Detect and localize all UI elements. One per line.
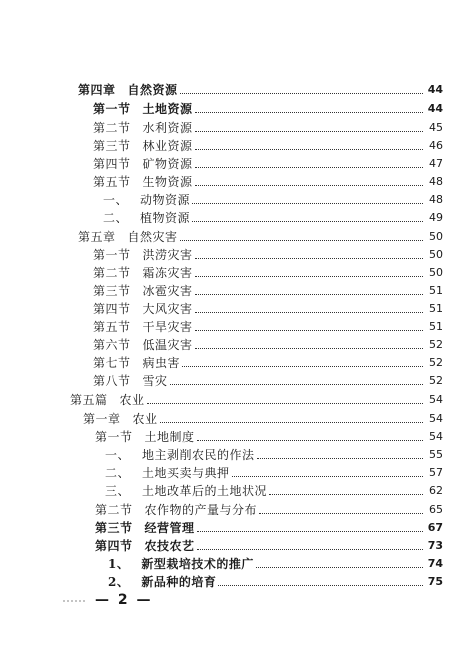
toc-entry-number: 第一节 xyxy=(93,102,131,116)
dot-leader xyxy=(195,185,423,186)
toc-entry-number: 第五节 xyxy=(93,175,131,189)
toc-entry-number: 第六节 xyxy=(93,338,131,352)
toc-entry-title xyxy=(93,319,193,335)
toc-entry-page: 45 xyxy=(429,121,443,134)
toc-entry-label: 低温灾害 xyxy=(142,338,193,352)
toc-entry-number: 2、 xyxy=(108,575,130,589)
toc-entry-title xyxy=(95,520,195,536)
toc-entry-label: 农业 xyxy=(132,412,158,426)
toc-entry xyxy=(105,463,443,481)
dot-leader xyxy=(180,240,423,241)
dot-leader xyxy=(256,567,423,568)
toc-entry xyxy=(93,118,443,136)
toc-entry xyxy=(93,263,443,281)
toc-entry-title xyxy=(93,355,180,371)
toc-entry-page: 67 xyxy=(427,521,443,534)
dot-leader xyxy=(195,131,423,132)
toc-entry-number: 二、 xyxy=(105,466,131,480)
toc-entry-label: 自然资源 xyxy=(127,83,178,97)
toc-entry xyxy=(93,154,443,172)
toc-entry xyxy=(93,299,443,317)
dot-leader xyxy=(195,348,423,349)
toc-entry-number: 一、 xyxy=(103,193,129,207)
toc-entry xyxy=(93,353,443,371)
toc-entry-number: 第三节 xyxy=(93,139,131,153)
toc-entry-title xyxy=(93,337,193,353)
toc-entry-page: 48 xyxy=(429,175,443,188)
toc-entry-number: 第一节 xyxy=(93,248,131,262)
toc-entry xyxy=(95,536,443,554)
toc-entry-page: 51 xyxy=(429,284,443,297)
toc-entry-label: 病虫害 xyxy=(142,356,181,370)
toc-entry xyxy=(93,136,443,154)
toc-entry-title xyxy=(93,301,193,317)
toc-entry xyxy=(93,99,443,117)
dot-leader xyxy=(195,167,423,168)
toc-entry-number: 第一节 xyxy=(95,430,133,444)
toc-entry xyxy=(78,227,443,245)
toc-entry-title xyxy=(108,556,254,572)
toc-entry-page: 55 xyxy=(429,448,443,461)
toc-entry-page: 50 xyxy=(429,230,443,243)
toc-entry-page: 48 xyxy=(429,193,443,206)
toc-entry-label: 动物资源 xyxy=(140,193,191,207)
toc-entry-number: 第七节 xyxy=(93,356,131,370)
dot-leader xyxy=(147,403,423,404)
toc-entry-title xyxy=(105,483,267,499)
dot-leader xyxy=(180,93,423,94)
toc-entry-title xyxy=(93,283,193,299)
toc-entry-label: 新型栽培技术的推广 xyxy=(141,557,254,571)
toc-entry-page: 62 xyxy=(429,484,443,497)
toc-entry-title xyxy=(78,82,178,98)
toc-entry xyxy=(93,335,443,353)
toc-entry xyxy=(95,518,443,536)
toc-entry-label: 生物资源 xyxy=(142,175,193,189)
toc-entry-number: 第四节 xyxy=(95,539,133,553)
toc-entry-page: 54 xyxy=(429,393,443,406)
toc-entry-page: 50 xyxy=(429,248,443,261)
toc-entry-number: 第四章 xyxy=(78,83,116,97)
toc-entry-page: 51 xyxy=(429,302,443,315)
dot-leader xyxy=(259,513,423,514)
dot-leader xyxy=(269,494,423,495)
toc-entry-page: 44 xyxy=(427,83,443,96)
toc-entry-title xyxy=(103,210,190,226)
toc-entry-label: 矿物资源 xyxy=(142,157,193,171)
toc-entry xyxy=(93,172,443,190)
toc-entry-label: 霜冻灾害 xyxy=(142,266,193,280)
dot-leader xyxy=(257,458,423,459)
toc-entry-page: 74 xyxy=(427,557,443,570)
toc-entry-page: 51 xyxy=(429,320,443,333)
toc-entry xyxy=(78,80,443,98)
toc-entry-number: 1、 xyxy=(108,557,130,571)
toc-entry-title xyxy=(70,392,145,408)
toc-entry-title xyxy=(105,447,255,463)
dot-leader xyxy=(218,585,423,586)
toc-entry-page: 47 xyxy=(429,157,443,170)
dot-leader xyxy=(195,112,423,113)
toc-entry-number: 第三节 xyxy=(95,521,133,535)
dot-leader xyxy=(195,294,423,295)
toc-entry-label: 土地制度 xyxy=(144,430,195,444)
toc-entry-number: 第二节 xyxy=(93,266,131,280)
dot-leader xyxy=(192,221,423,222)
toc-entry-label: 雪灾 xyxy=(142,374,168,388)
toc-entry-title xyxy=(93,247,193,263)
dot-leader xyxy=(182,366,423,367)
toc-entry-number: 第四节 xyxy=(93,302,131,316)
toc-entry-label: 土地改革后的土地状况 xyxy=(142,484,268,498)
dot-leader xyxy=(170,384,423,385)
dot-leader xyxy=(197,531,423,532)
toc-entry-number: 第五篇 xyxy=(70,393,108,407)
toc-entry xyxy=(93,371,443,389)
toc-entry-page: 52 xyxy=(429,338,443,351)
toc-entry-title xyxy=(105,465,230,481)
toc-entry-title xyxy=(93,174,193,190)
toc-entry-number: 第五节 xyxy=(93,320,131,334)
toc-entry-title xyxy=(108,574,216,590)
toc-entry xyxy=(95,500,443,518)
toc-entry-number: 第二节 xyxy=(93,121,131,135)
toc-entry-page: 50 xyxy=(429,266,443,279)
toc-entry-label: 农业 xyxy=(119,393,145,407)
toc-entry-label: 农作物的产量与分布 xyxy=(144,503,258,517)
toc-entry-page: 57 xyxy=(429,466,443,479)
toc-entry-title xyxy=(95,429,195,445)
dot-leader xyxy=(195,312,423,313)
toc-entry-page: 54 xyxy=(429,430,443,443)
print-smudge xyxy=(63,600,85,602)
toc-entry-number: 三、 xyxy=(105,484,131,498)
toc-entry xyxy=(108,554,443,572)
toc-entry xyxy=(105,481,443,499)
toc-entry xyxy=(95,427,443,445)
dot-leader xyxy=(195,330,423,331)
toc-entry-label: 新品种的培育 xyxy=(141,575,217,589)
toc-entry-page: 46 xyxy=(429,139,443,152)
dot-leader xyxy=(195,258,423,259)
toc-entry-title xyxy=(93,101,193,117)
toc-entry xyxy=(93,317,443,335)
toc-entry xyxy=(70,390,443,408)
toc-entry-number: 第八节 xyxy=(93,374,131,388)
toc-entry-number: 第四节 xyxy=(93,157,131,171)
toc-entry-label: 地主剥削农民的作法 xyxy=(142,448,255,462)
toc-entry-label: 农技农艺 xyxy=(144,539,195,553)
toc-entry-page: 52 xyxy=(429,356,443,369)
toc-entry-title xyxy=(95,502,257,518)
toc-entry xyxy=(93,281,443,299)
toc-entry-title xyxy=(93,373,168,389)
toc-entry-page: 65 xyxy=(429,503,443,516)
toc-entry xyxy=(103,208,443,226)
toc-entry-label: 林业资源 xyxy=(142,139,193,153)
toc-entry-title xyxy=(95,538,195,554)
toc-entry xyxy=(93,245,443,263)
toc-entry-label: 自然灾害 xyxy=(127,230,178,244)
toc-entry-page: 54 xyxy=(429,412,443,425)
toc-entry-number: 第一章 xyxy=(83,412,121,426)
toc-entry-label: 冰雹灾害 xyxy=(142,284,193,298)
toc-entry-title xyxy=(93,120,193,136)
toc-entry xyxy=(103,190,443,208)
dot-leader xyxy=(192,203,423,204)
dot-leader xyxy=(195,149,423,150)
toc-entry-page: 49 xyxy=(429,211,443,224)
toc-entry-label: 土地买卖与典押 xyxy=(142,466,230,480)
toc-entry-label: 水利资源 xyxy=(142,121,193,135)
toc-entry-number: 一、 xyxy=(105,448,131,462)
toc-entry-label: 植物资源 xyxy=(140,211,191,225)
toc-entry-label: 土地资源 xyxy=(142,102,193,116)
toc-entry-label: 洪涝灾害 xyxy=(142,248,193,262)
toc-entry-page: 44 xyxy=(427,102,443,115)
dot-leader xyxy=(160,422,423,423)
toc-entry-number: 二、 xyxy=(103,211,129,225)
toc-entry xyxy=(108,572,443,590)
toc-entry xyxy=(105,445,443,463)
toc-entry-page: 75 xyxy=(427,575,443,588)
toc-entry-title xyxy=(93,138,193,154)
toc-entry-number: 第五章 xyxy=(78,230,116,244)
dot-leader xyxy=(232,476,423,477)
toc-entry-number: 第三节 xyxy=(93,284,131,298)
toc-entry-label: 干旱灾害 xyxy=(142,320,193,334)
dot-leader xyxy=(195,276,423,277)
toc-entry-number: 第二节 xyxy=(95,503,133,517)
toc-entry-title xyxy=(83,411,158,427)
toc-entry xyxy=(83,409,443,427)
toc-entry-label: 大风灾害 xyxy=(142,302,193,316)
dot-leader xyxy=(197,440,423,441)
toc-entry-label: 经营管理 xyxy=(144,521,195,535)
toc-entry-page: 52 xyxy=(429,374,443,387)
toc-entry-title xyxy=(93,265,193,281)
toc-entry-page: 73 xyxy=(427,539,443,552)
page-number-footer: — 2 — xyxy=(95,592,153,608)
toc-entry-title xyxy=(78,229,178,245)
toc-entry-title xyxy=(103,192,190,208)
dot-leader xyxy=(197,549,423,550)
toc-entry-title xyxy=(93,156,193,172)
